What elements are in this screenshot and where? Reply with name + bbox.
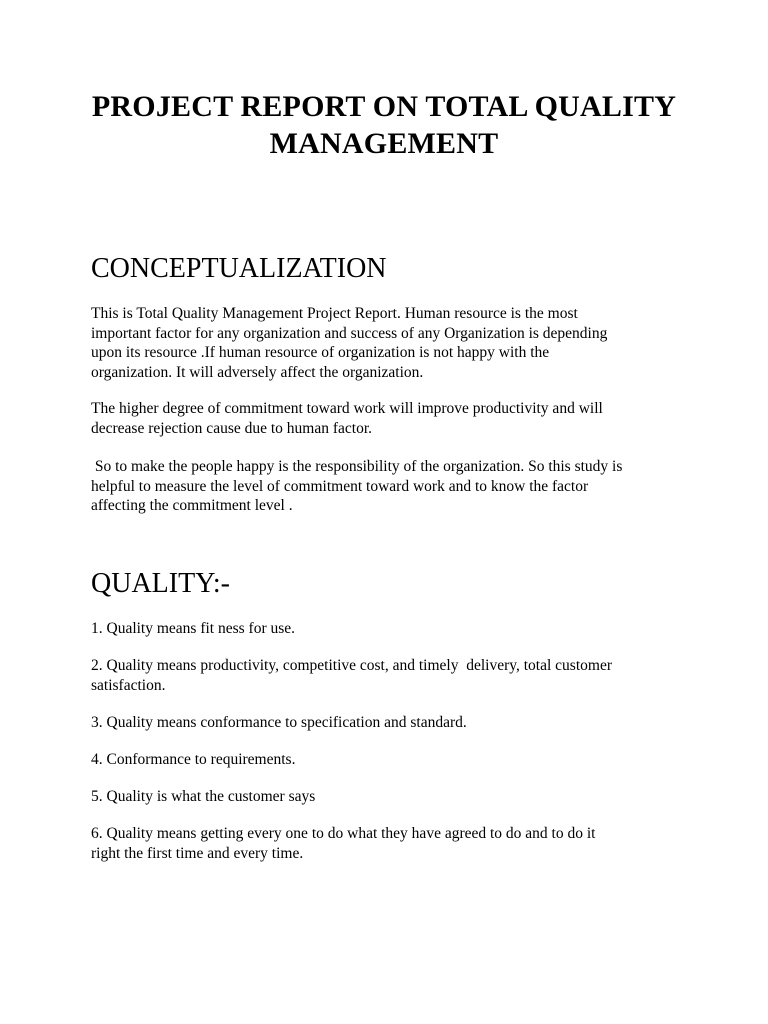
text-line: 2. Quality means productivity, competitive cost, and timely delivery, total customer	[91, 657, 612, 674]
title-line-1: PROJECT REPORT ON TOTAL QUALITY	[91, 90, 677, 123]
text-line: 3. Quality means conformance to specification and standard.	[91, 714, 467, 731]
title-line-2: MANAGEMENT	[269, 127, 499, 160]
text-line: upon its resource .If human resource of organization is not happy with the	[91, 344, 550, 361]
text-line: 5. Quality is what the customer says	[91, 788, 316, 805]
document-title	[60, 88, 708, 162]
text-line: 6. Quality means getting every one to do what they have agreed to do and to do it	[91, 825, 596, 842]
text-line: 4. Conformance to requirements.	[91, 751, 296, 768]
paragraph-study-purpose	[91, 457, 691, 516]
section-heading-conceptualization: CONCEPTUALIZATION	[91, 253, 387, 284]
section-heading-quality: QUALITY:-	[91, 568, 230, 599]
paragraph-commitment	[91, 399, 691, 438]
quality-item-4	[91, 750, 691, 770]
quality-item-6	[91, 824, 691, 863]
text-line: important factor for any organization and success of any Organization is depending	[91, 324, 608, 342]
text-line: decrease rejection cause due to human factor.	[91, 419, 373, 437]
paragraph-intro	[91, 304, 691, 382]
text-line: So to make the people happy is the responsibility of the organization. So this study is	[91, 458, 623, 475]
quality-item-5	[91, 787, 691, 807]
text-line: affecting the commitment level .	[91, 497, 293, 514]
text-line: organization. It will adversely affect the organization.	[91, 363, 424, 381]
text-line: satisfaction.	[91, 676, 166, 694]
text-line: 1. Quality means fit ness for use.	[91, 620, 296, 637]
quality-item-1	[91, 619, 691, 639]
text-line: helpful to measure the level of commitment toward work and to know the factor	[91, 477, 589, 495]
quality-item-3	[91, 713, 691, 733]
text-line: The higher degree of commitment toward work will improve productivity and will	[91, 400, 603, 417]
text-line: This is Total Quality Management Project Report. Human resource is the most	[91, 305, 578, 322]
text-line: right the first time and every time.	[91, 844, 304, 862]
quality-item-2	[91, 656, 691, 695]
